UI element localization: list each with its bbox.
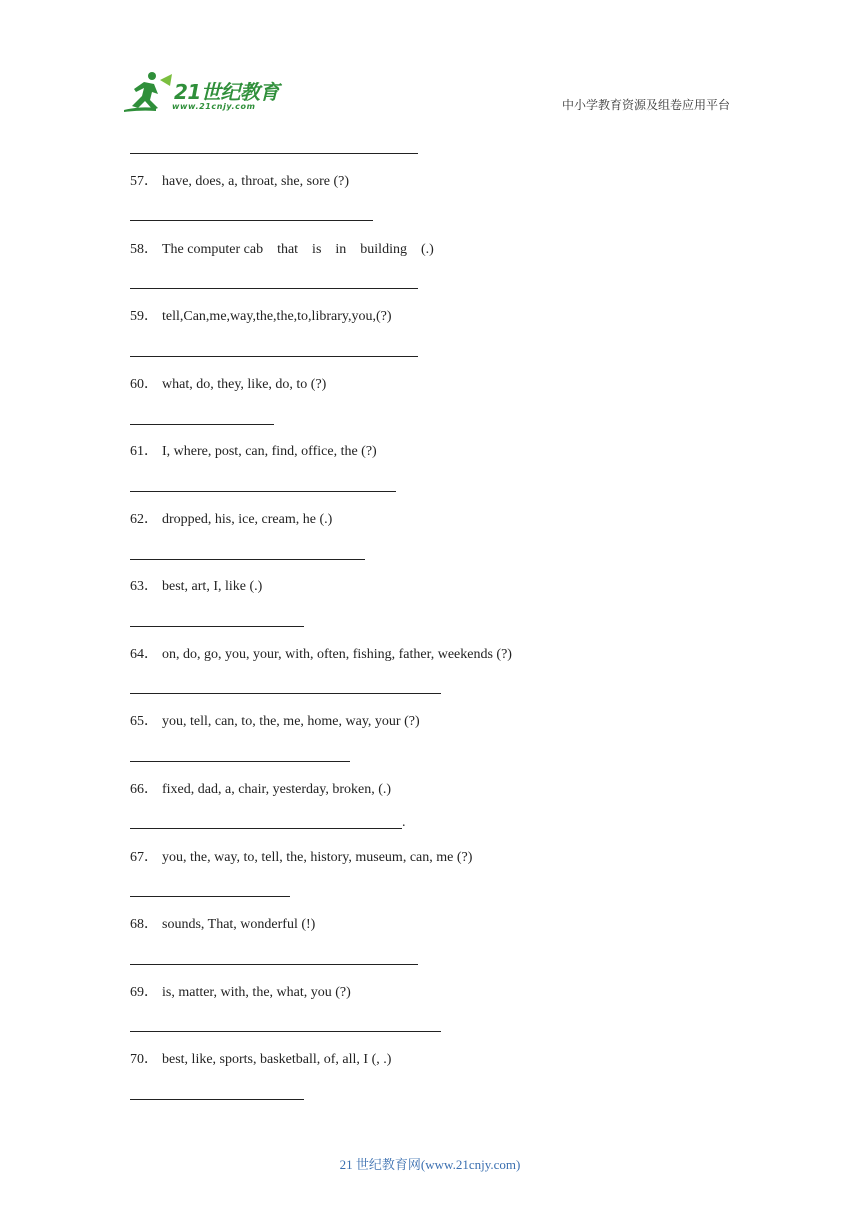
question-number: 67． <box>130 850 158 865</box>
answer-line <box>130 1099 304 1100</box>
question-61 <box>130 443 377 461</box>
question-65 <box>130 713 420 731</box>
question-text: best, like, sports, basketball, of, all, I (, .) <box>162 1052 392 1067</box>
logo-url: www.21cnjy.com <box>172 102 256 111</box>
question-62 <box>130 511 332 529</box>
question-text: you, tell, can, to, the, me, home, way, your (?) <box>162 714 420 729</box>
question-67 <box>130 849 472 867</box>
question-number: 57． <box>130 174 158 189</box>
question-69 <box>130 984 351 1002</box>
question-number: 58． <box>130 242 158 257</box>
question-68 <box>130 916 315 934</box>
question-number: 61． <box>130 444 158 459</box>
question-number: 63． <box>130 579 158 594</box>
answer-line <box>130 828 402 829</box>
answer-line <box>130 964 418 965</box>
question-number: 70． <box>130 1052 158 1067</box>
question-number: 68． <box>130 917 158 932</box>
question-text: tell,Can,me,way,the,the,to,library,you,(?) <box>162 309 392 324</box>
question-59 <box>130 308 392 326</box>
question-64 <box>130 646 512 664</box>
logo-text: 21世纪教育 <box>174 80 279 104</box>
question-60 <box>130 376 326 394</box>
question-text: best, art, I, like (.) <box>162 579 263 594</box>
question-text: dropped, his, ice, cream, he (.) <box>162 512 333 527</box>
runner-icon <box>122 70 174 116</box>
question-number: 65． <box>130 714 158 729</box>
answer-line <box>130 288 418 289</box>
question-text: have, does, a, throat, she, sore (?) <box>162 174 349 189</box>
question-58 <box>130 241 434 259</box>
question-57 <box>130 173 349 191</box>
answer-line <box>130 424 274 425</box>
question-text: what, do, they, like, do, to (?) <box>162 377 327 392</box>
site-logo <box>122 70 302 116</box>
question-number: 60． <box>130 377 158 392</box>
page-footer: 21 世纪教育网(www.21cnjy.com) <box>339 1157 521 1172</box>
question-number: 59． <box>130 309 158 324</box>
answer-line-period: . <box>402 815 406 830</box>
question-number: 64． <box>130 647 158 662</box>
answer-line <box>130 356 418 357</box>
answer-line <box>130 491 396 492</box>
question-text: you, the, way, to, tell, the, history, museum, can, me (?) <box>162 850 473 865</box>
question-text: is, matter, with, the, what, you (?) <box>162 985 351 1000</box>
answer-line <box>130 896 290 897</box>
question-text: sounds, That, wonderful (!) <box>162 917 316 932</box>
question-text: I, where, post, can, find, office, the (?) <box>162 444 377 459</box>
question-66 <box>130 781 391 799</box>
question-63 <box>130 578 262 596</box>
answer-line <box>130 761 350 762</box>
answer-line <box>130 1031 441 1032</box>
question-text: fixed, dad, a, chair, yesterday, broken, (.) <box>162 782 392 797</box>
question-number: 69． <box>130 985 158 1000</box>
answer-line <box>130 559 365 560</box>
page-header <box>0 0 860 130</box>
answer-line <box>130 626 304 627</box>
question-text: on, do, go, you, your, with, often, fishing, father, weekends (?) <box>162 647 512 662</box>
question-number: 62． <box>130 512 158 527</box>
question-text: The computer cab that is in building (.) <box>162 242 434 257</box>
answer-line <box>130 220 373 221</box>
answer-line <box>130 153 418 154</box>
site-tagline: 中小学教育资源及组卷应用平台 <box>561 98 730 112</box>
question-number: 66． <box>130 782 158 797</box>
answer-line <box>130 693 441 694</box>
question-70 <box>130 1051 391 1069</box>
